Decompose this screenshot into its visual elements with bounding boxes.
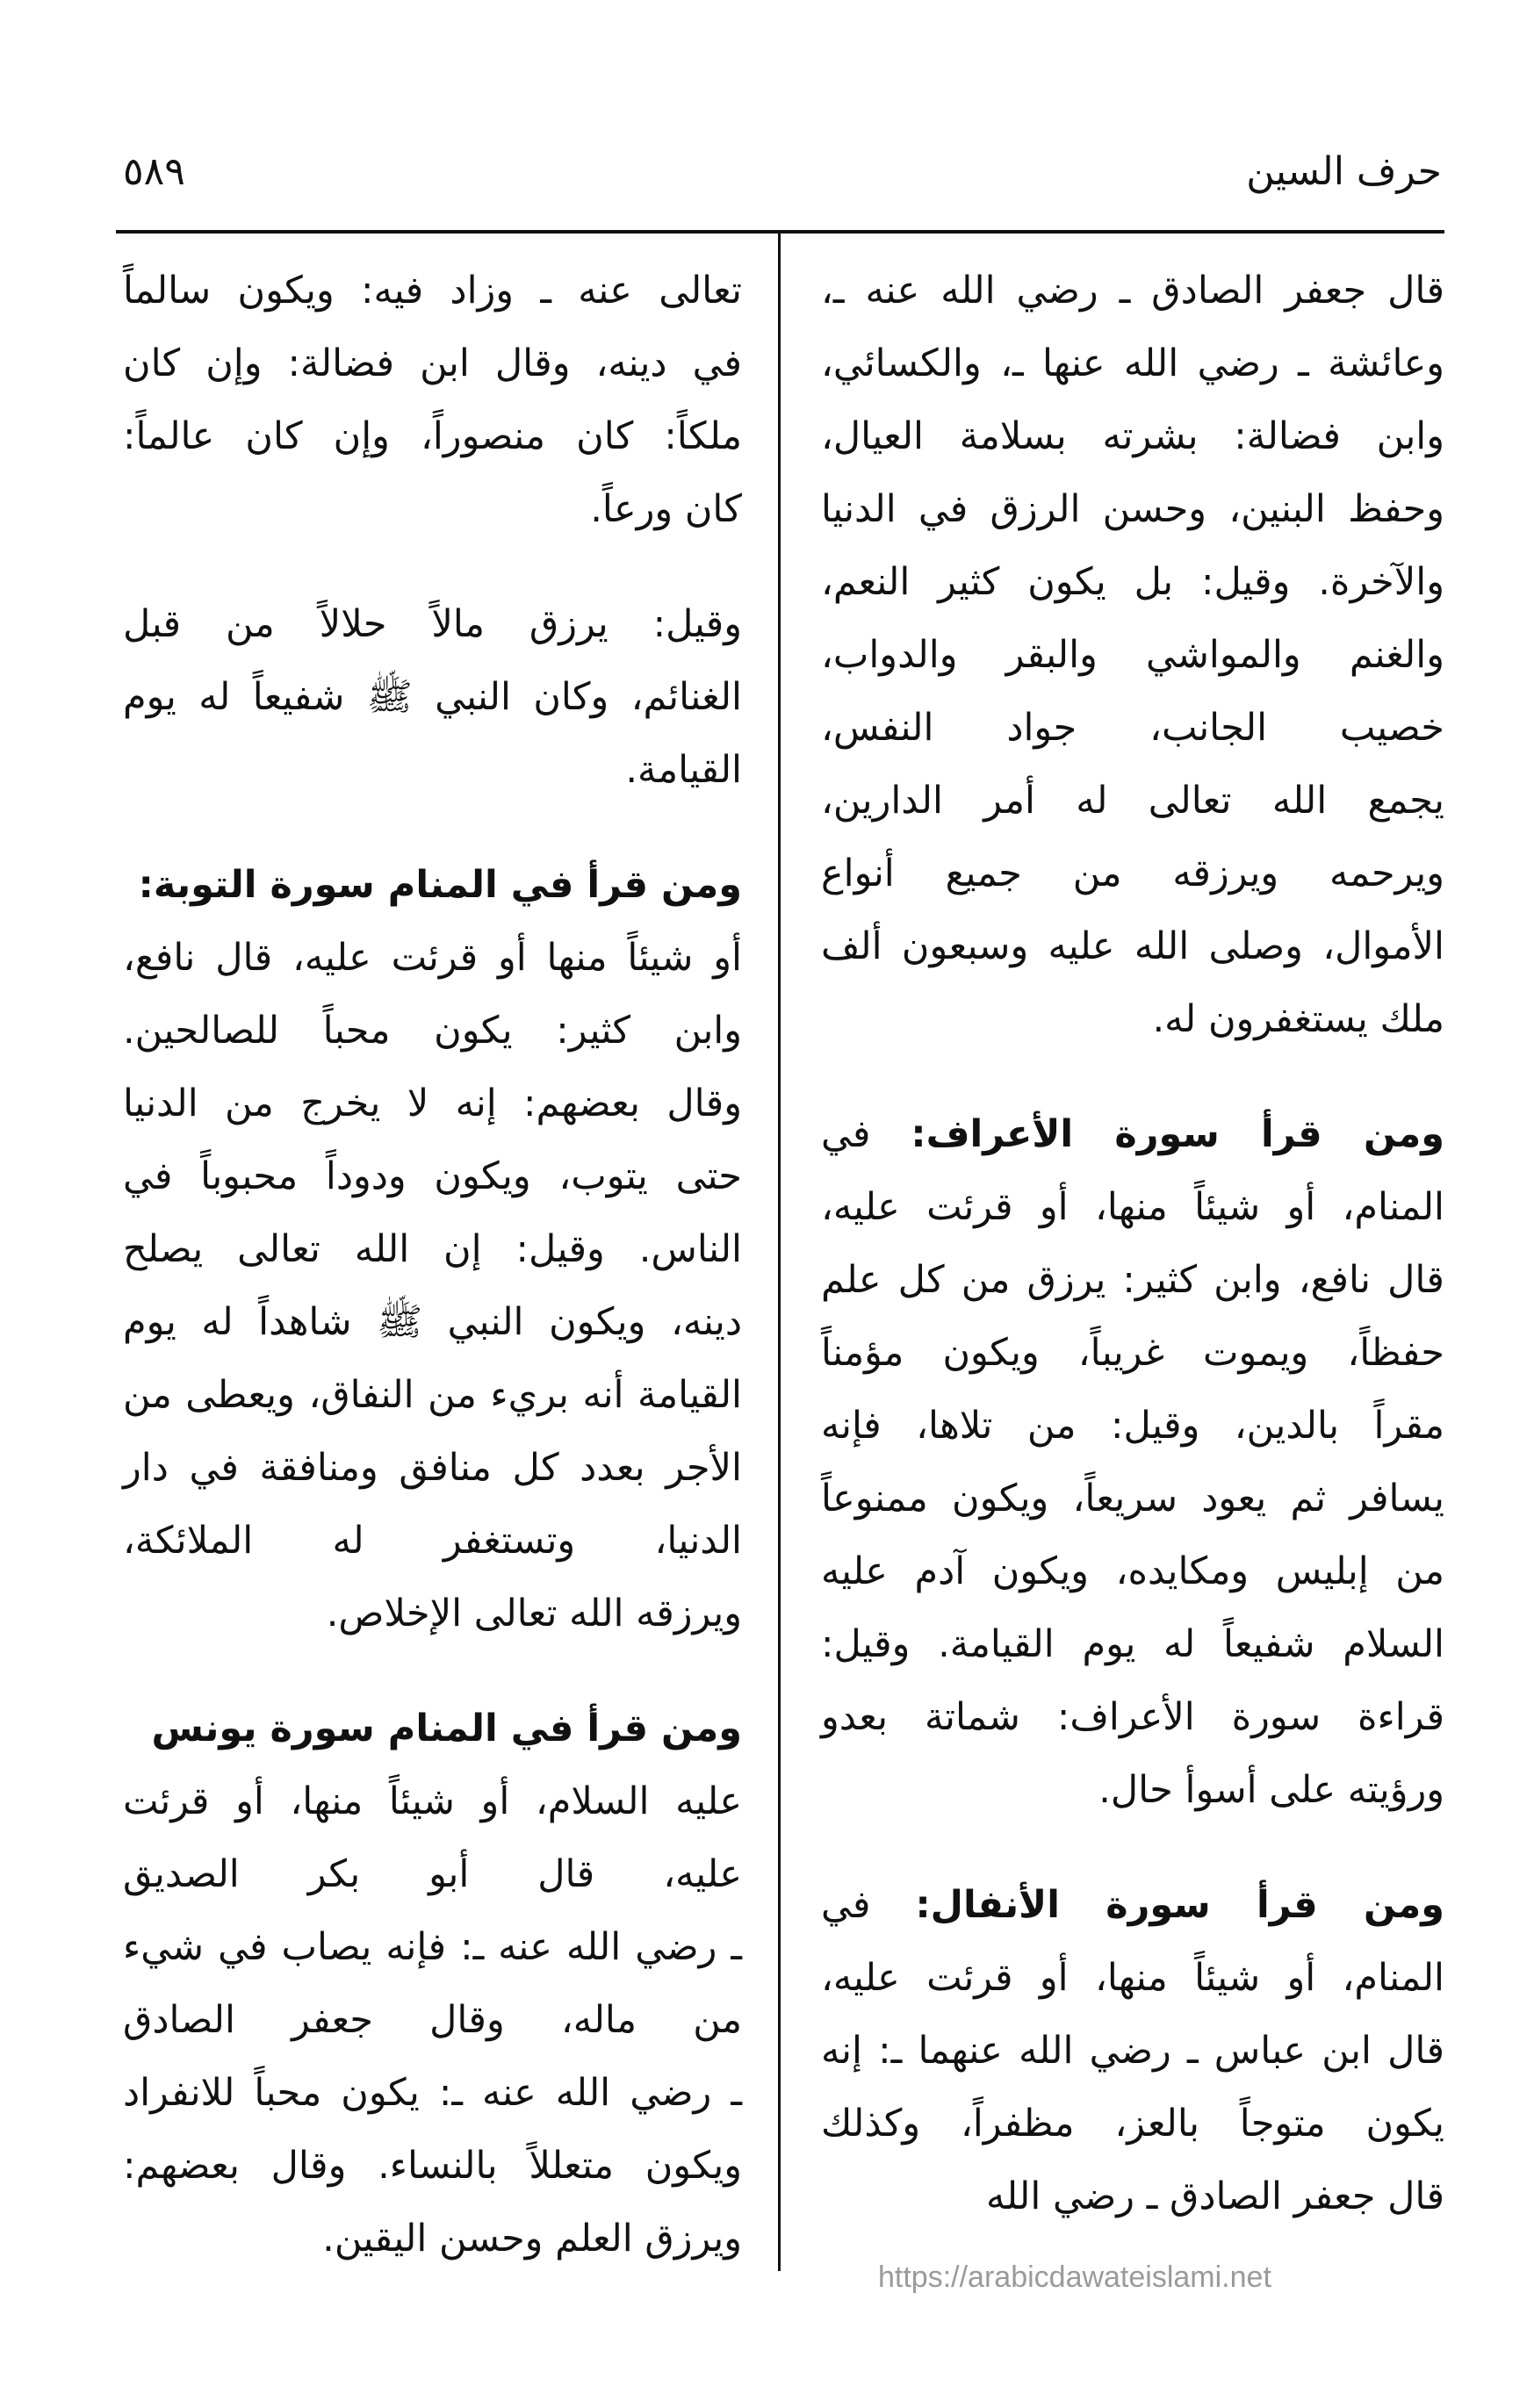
text-line — [123, 400, 742, 473]
line-text: يسافر ثم يعود سريعاً، ويكون ممنوعاً — [821, 1477, 1444, 1520]
line-text: ويكون متعللاً بالنساء. وقال بعضهم: — [123, 2144, 742, 2188]
line-text: المنام، أو شيئاً منها، أو قرئت عليه، — [821, 1185, 1444, 1229]
text-line — [123, 1578, 742, 1650]
text-line — [821, 1942, 1444, 2015]
text-line — [123, 1984, 742, 2057]
text-line — [123, 1693, 742, 1765]
line-text: يجمع الله تعالى له أمر الدارين، — [821, 779, 1444, 823]
line-text: المنام، أو شيئاً منها، أو قرئت عليه، — [821, 1956, 1444, 2000]
line-text: الدنيا، وتستغفر له الملائكة، — [123, 1519, 742, 1563]
text-line — [821, 910, 1444, 983]
text-line — [821, 255, 1444, 327]
paragraph — [821, 1098, 1444, 1827]
text-line — [821, 1463, 1444, 1535]
line-text: أو شيئاً منها أو قرئت عليه، قال نافع، — [123, 936, 742, 980]
line-text: وقال بعضهم: إنه لا يخرج من الدنيا — [123, 1082, 742, 1125]
line-text: من ماله، وقال جعفر الصادق — [123, 1998, 742, 2042]
line-text: ويرزقه الله تعالى الإخلاص. — [326, 1592, 742, 1635]
line-text: والغنم والمواشي والبقر والدواب، — [821, 633, 1444, 677]
text-line — [123, 1838, 742, 1911]
text-line — [821, 1754, 1444, 1827]
line-text: قال نافع، وابن كثير: يرزق من كل علم — [821, 1258, 1444, 1302]
paragraph — [123, 849, 742, 1650]
text-line — [123, 1067, 742, 1140]
text-line — [123, 661, 742, 734]
line-text: دينه، ويكون النبي ﷺ شاهداً له يوم — [123, 1300, 742, 1344]
line-text: والآخرة. وقيل: بل يكون كثير النعم، — [821, 560, 1444, 604]
paragraph — [821, 255, 1444, 1056]
line-text: الأموال، وصلى الله عليه وسبعون ألف — [821, 924, 1444, 968]
line-text: قراءة سورة الأعراف: شماتة بعدو — [821, 1695, 1444, 1739]
line-text: ملك يستغفرون له. — [1152, 997, 1444, 1041]
text-line — [123, 2130, 742, 2203]
text-line — [123, 1140, 742, 1213]
line-text: عليه، قال أبو بكر الصديق — [123, 1852, 742, 1896]
text-line — [123, 2203, 742, 2275]
text-line — [821, 1171, 1444, 1244]
line-text: الأجر بعدد كل منافق ومنافقة في دار — [123, 1446, 742, 1490]
line-text: الناس. وقيل: إن الله تعالى يصلح — [123, 1227, 742, 1271]
text-line — [821, 327, 1444, 400]
line-text: ورؤيته على أسوأ حال. — [1098, 1768, 1444, 1812]
line-text: وحفظ البنين، وحسن الرزق في الدنيا — [821, 487, 1444, 531]
column-divider — [778, 230, 781, 2271]
line-text: تعالى عنه ـ وزاد فيه: ويكون سالماً — [123, 269, 742, 313]
text-line — [123, 1505, 742, 1578]
left-column — [123, 255, 742, 2318]
line-text: قال ابن عباس ـ رضي الله عنهما ـ: إنه — [821, 2029, 1444, 2073]
text-line — [821, 2015, 1444, 2088]
line-text: يكون متوجاً بالعز، مظفراً، وكذلك — [821, 2102, 1444, 2146]
running-header-title: حرف السين — [1246, 149, 1442, 194]
text-line — [821, 400, 1444, 473]
right-column — [821, 255, 1444, 2275]
page-number: ٥٨٩ — [123, 149, 185, 194]
text-line — [123, 327, 742, 400]
paragraph — [123, 255, 742, 546]
text-line — [821, 1244, 1444, 1317]
text-line — [123, 1911, 742, 1984]
text-line — [821, 1098, 1444, 1171]
text-line — [123, 588, 742, 661]
paragraph — [123, 1693, 742, 2275]
text-line — [821, 1317, 1444, 1390]
text-line — [123, 995, 742, 1067]
text-line — [821, 1608, 1444, 1681]
text-line — [123, 1765, 742, 1838]
text-line — [821, 1681, 1444, 1754]
line-text: مقراً بالدين، وقيل: من تلاها، فإنه — [821, 1404, 1444, 1448]
text-line — [123, 849, 742, 922]
line-text: الغنائم، وكان النبي ﷺ شفيعاً له يوم — [123, 675, 742, 719]
line-text: في دينه، وقال ابن فضالة: وإن كان — [123, 341, 742, 385]
line-text: ـ رضي الله عنه ـ: فإنه يصاب في شيء — [123, 1925, 742, 1969]
text-line — [123, 1213, 742, 1286]
text-line — [123, 734, 742, 807]
line-text: وقيل: يرزق مالاً حلالاً من قبل — [123, 602, 742, 646]
section-heading: ومن قرأ سورة الأعراف: — [911, 1112, 1444, 1156]
text-line — [821, 1390, 1444, 1463]
section-heading: ومن قرأ في المنام سورة يونس — [151, 1707, 742, 1750]
line-text: السلام شفيعاً له يوم القيامة. وقيل: — [821, 1622, 1444, 1666]
text-line — [123, 1432, 742, 1505]
text-line — [123, 2057, 742, 2130]
text-line — [821, 692, 1444, 765]
line-text: القيامة أنه بريء من النفاق، ويعطى من — [123, 1373, 742, 1417]
line-text: قال جعفر الصادق ـ رضي الله — [985, 2174, 1444, 2218]
line-text: في — [821, 1112, 871, 1156]
text-line — [821, 473, 1444, 546]
text-line — [821, 983, 1444, 1056]
text-line — [123, 473, 742, 546]
paragraph — [123, 588, 742, 807]
text-line — [821, 837, 1444, 910]
text-line — [123, 255, 742, 327]
line-text: عليه السلام، أو شيئاً منها، أو قرئت — [123, 1779, 742, 1823]
text-line — [821, 1869, 1444, 1942]
text-line — [123, 1286, 742, 1359]
text-line — [821, 1535, 1444, 1608]
text-line — [123, 1359, 742, 1432]
section-heading: ومن قرأ في المنام سورة التوبة: — [138, 863, 742, 907]
line-text: خصيب الجانب، جواد النفس، — [821, 706, 1444, 750]
text-line — [123, 922, 742, 995]
line-text: كان ورعاً. — [590, 487, 742, 531]
line-text: ويرحمه ويرزقه من جميع أنواع — [821, 852, 1444, 895]
text-line — [821, 765, 1444, 837]
line-text: وابن فضالة: بشرته بسلامة العيال، — [821, 414, 1444, 458]
line-text: في — [821, 1883, 871, 1927]
line-text: حتى يتوب، ويكون ودوداً محبوباً في — [123, 1154, 742, 1198]
paragraph — [821, 1869, 1444, 2233]
line-text: قال جعفر الصادق ـ رضي الله عنه ـ، — [821, 269, 1444, 313]
section-heading: ومن قرأ سورة الأنفال: — [915, 1883, 1444, 1927]
line-text: وعائشة ـ رضي الله عنها ـ، والكسائي، — [821, 341, 1444, 385]
text-line — [821, 546, 1444, 619]
watermark: https://arabicdawateislami.net — [878, 2261, 1271, 2294]
text-line — [821, 2160, 1444, 2233]
line-text: من إبليس ومكايده، ويكون آدم عليه — [821, 1549, 1444, 1593]
line-text: القيامة. — [625, 748, 742, 792]
line-text: حفظاً، ويموت غريباً، ويكون مؤمناً — [821, 1331, 1444, 1375]
line-text: ـ رضي الله عنه ـ: يكون محباً للانفراد — [123, 2071, 742, 2115]
line-text: ملكاً: كان منصوراً، وإن كان عالماً: — [123, 414, 742, 458]
line-text: وابن كثير: يكون محباً للصالحين. — [123, 1009, 742, 1053]
text-line — [821, 619, 1444, 692]
text-line — [821, 2088, 1444, 2160]
line-text: ويرزق العلم وحسن اليقين. — [322, 2217, 742, 2261]
